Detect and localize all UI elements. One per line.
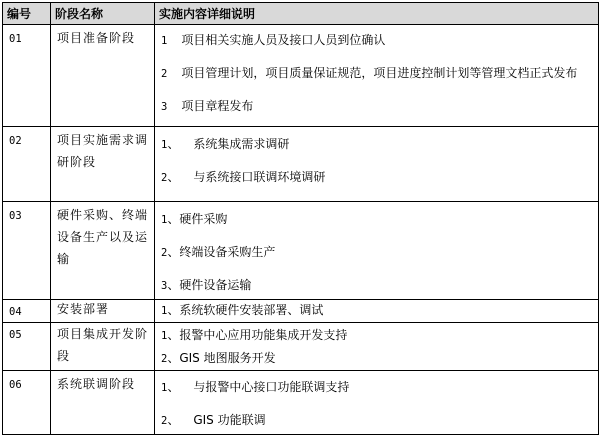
row-phase: 系统联调阶段 [51,371,155,435]
detail-item: 1、 与报警中心接口功能联调支持 [161,380,350,394]
row-phase: 硬件采购、终端设备生产以及运输 [51,202,155,300]
table-row [3,323,599,371]
row-id: 02 [3,127,51,202]
table-row [3,202,599,300]
row-id: 04 [3,300,51,323]
header-row [3,3,599,25]
detail-item: 1、系统软硬件安装部署、调试 [161,303,324,317]
row-id: 05 [3,323,51,371]
row-phase: 项目实施需求调研阶段 [51,127,155,202]
row-details [155,300,599,323]
row-details [155,25,599,127]
row-details [155,323,599,371]
detail-item: 2、GIS 地图服务开发 [161,351,276,365]
row-id: 01 [3,25,51,127]
detail-item: 2、 与系统接口联调环境调研 [161,170,326,184]
row-details [155,371,599,435]
row-details [155,127,599,202]
detail-item: 2、 GIS 功能联调 [161,413,266,427]
header-id: 编号 [3,3,51,25]
table-row [3,127,599,202]
row-details [155,202,599,300]
detail-item: 1、 系统集成需求调研 [161,137,290,151]
row-phase: 安装部署 [51,300,155,323]
row-phase: 项目集成开发阶段 [51,323,155,371]
detail-item: 3、硬件设备运输 [161,278,252,292]
table-row [3,371,599,435]
header-phase: 阶段名称 [51,3,155,25]
row-id: 06 [3,371,51,435]
table-row [3,25,599,127]
detail-item: 1、硬件采购 [161,212,228,226]
row-id: 03 [3,202,51,300]
row-phase: 项目准备阶段 [51,25,155,127]
header-details: 实施内容详细说明 [155,3,599,25]
detail-item: 3 项目章程发布 [161,99,254,113]
detail-item: 1 项目相关实施人员及接口人员到位确认 [161,33,386,47]
table-row [3,300,599,323]
detail-item: 1、报警中心应用功能集成开发支持 [161,328,348,342]
detail-item: 2 项目管理计划，项目质量保证规范，项目进度控制计划等管理文档正式发布 [161,66,578,80]
detail-item: 2、终端设备采购生产 [161,245,276,259]
implementation-phase-table [2,2,599,435]
